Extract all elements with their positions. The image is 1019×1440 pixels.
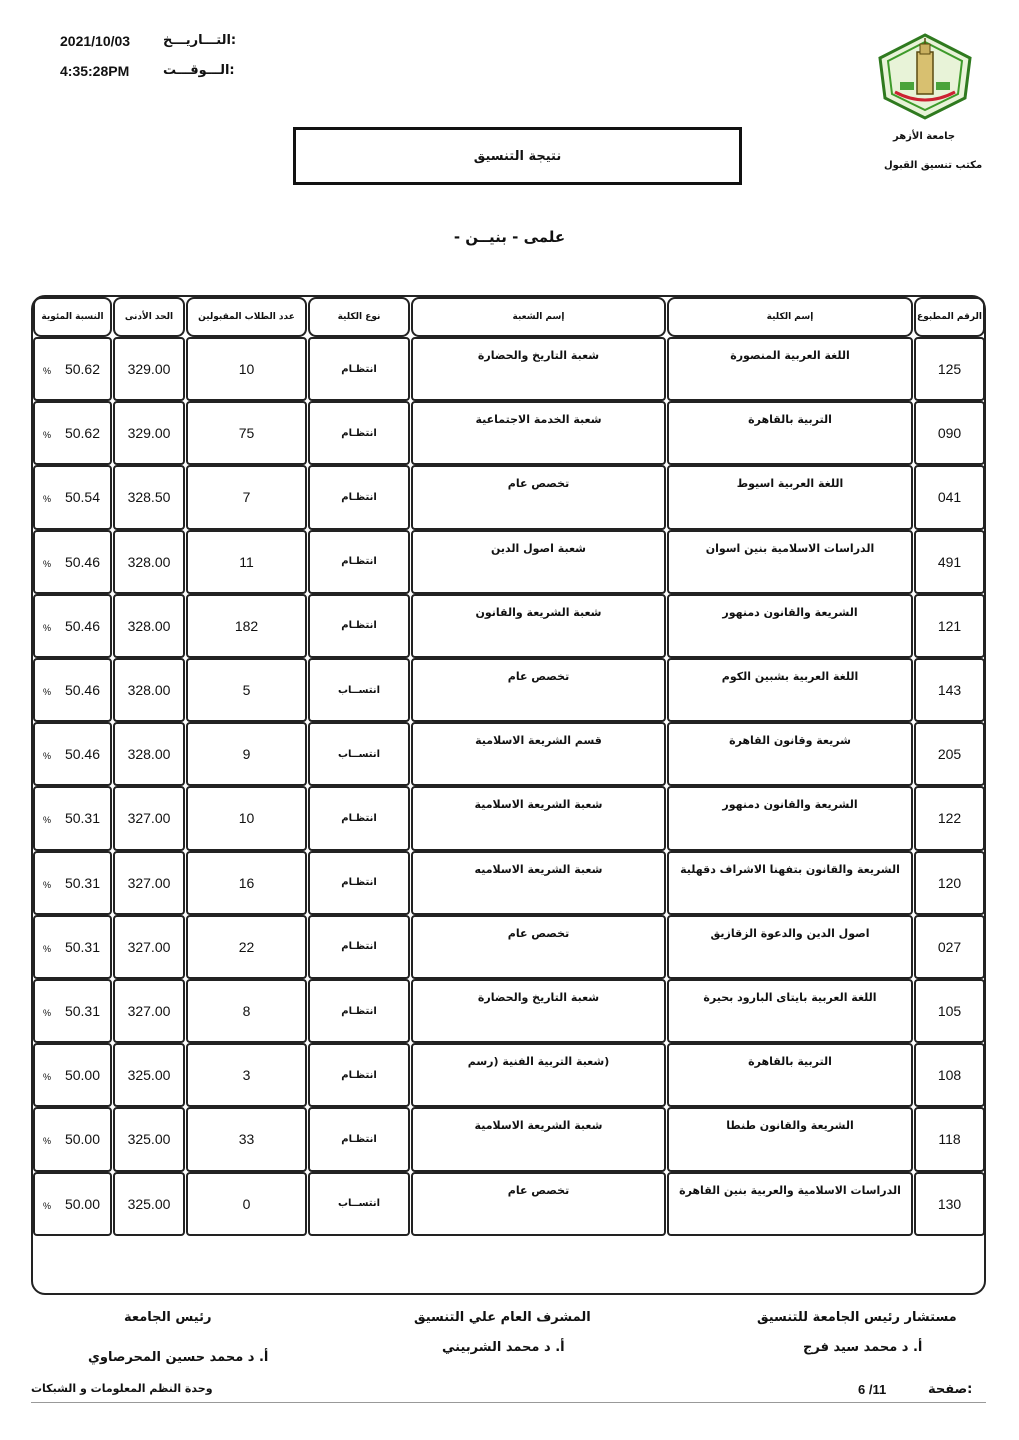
table-cell-value: 182 xyxy=(234,617,259,634)
table-cell-value: 205 xyxy=(937,746,962,763)
table-cell-value: انتظـام xyxy=(341,491,377,503)
table-header-faculty: إسم الكلية xyxy=(667,297,913,337)
table-cell-value: شعبة التاريخ والحضارة xyxy=(477,349,600,362)
table-cell-value: 50.46 xyxy=(64,682,100,699)
table-cell-division xyxy=(411,1107,666,1171)
table-cell-code xyxy=(914,786,985,850)
table-cell-value: 329.00 xyxy=(127,361,171,378)
table-header-percent: النسبة المئوية xyxy=(33,297,112,337)
table-cell-value: 130 xyxy=(937,1195,962,1212)
table-cell-faculty xyxy=(667,722,913,786)
table-cell-value: انتســاب xyxy=(337,1198,381,1210)
table-cell-value: 125 xyxy=(937,361,962,378)
table-cell-value: 491 xyxy=(937,553,962,570)
table-cell-value: 120 xyxy=(937,874,962,891)
table-cell-value: انتظـام xyxy=(341,1005,377,1017)
table-cell-value: 328.00 xyxy=(127,682,171,699)
table-cell-division xyxy=(411,594,666,658)
table-cell-percent xyxy=(33,1172,112,1236)
table-cell-value: شعبة الشريعة الاسلامية xyxy=(474,798,603,812)
table-cell-faculty xyxy=(667,658,913,722)
table-cell-value: شعبة التاريخ والحضارة xyxy=(477,991,600,1004)
table-cell-value: 22 xyxy=(238,938,255,955)
report-title: نتيجة التنسيق xyxy=(293,127,742,185)
table-cell-percent xyxy=(33,658,112,722)
table-cell-value: الشريعة والقانون طنطا xyxy=(726,1119,854,1133)
table-cell-value: اللغة العربية بايتاى البارود بحيرة xyxy=(703,991,877,1004)
table-cell-percent xyxy=(33,465,112,529)
table-cell-faculty xyxy=(667,337,913,401)
table-cell-value: شعبة اصول الدين xyxy=(491,541,586,555)
table-cell-value: 027 xyxy=(937,938,962,955)
table-cell-value: انتظـام xyxy=(341,620,377,632)
table-cell-percent xyxy=(33,1043,112,1107)
table-cell-value: شريعة وقانون القاهرة xyxy=(729,734,851,748)
table-cell-value: 328.00 xyxy=(127,553,171,570)
footer-divider xyxy=(31,1402,986,1403)
percent-sign: % xyxy=(43,943,52,954)
table-cell-value: التربية بالقاهرة xyxy=(748,413,832,427)
table-cell-value: 328.00 xyxy=(127,617,171,634)
percent-sign: % xyxy=(43,622,52,633)
table-cell-min-score xyxy=(113,915,185,979)
table-cell-type xyxy=(308,979,410,1043)
table-header-code: الرقم المطبوع xyxy=(914,297,985,337)
table-cell-code xyxy=(914,530,985,594)
table-cell-min-score xyxy=(113,1043,185,1107)
table-cell-code xyxy=(914,1107,985,1171)
table-cell-min-score xyxy=(113,1172,185,1236)
table-cell-percent xyxy=(33,1107,112,1171)
table-cell-value: 5 xyxy=(242,682,251,699)
percent-sign: % xyxy=(43,430,52,441)
table-cell-value: 041 xyxy=(937,489,962,506)
table-cell-type xyxy=(308,786,410,850)
table-cell-value: 108 xyxy=(937,1067,962,1084)
percent-sign: % xyxy=(43,558,52,569)
table-cell-value: الدراسات الاسلامية والعربية بنين القاهرة xyxy=(679,1183,901,1197)
table-cell-min-score xyxy=(113,337,185,401)
table-cell-faculty xyxy=(667,979,913,1043)
supervisor-title: المشرف العام علي التنسيق xyxy=(414,1310,591,1325)
table-cell-value: 327.00 xyxy=(127,810,171,827)
table-cell-type xyxy=(308,915,410,979)
table-cell-accepted xyxy=(186,786,307,850)
table-cell-accepted xyxy=(186,722,307,786)
table-cell-accepted xyxy=(186,530,307,594)
table-cell-code xyxy=(914,658,985,722)
table-cell-faculty xyxy=(667,465,913,529)
table-cell-code xyxy=(914,465,985,529)
table-cell-percent xyxy=(33,337,112,401)
table-cell-value: 50.31 xyxy=(64,1003,100,1020)
table-cell-value: انتظـام xyxy=(341,877,377,889)
table-cell-faculty xyxy=(667,1043,913,1107)
table-cell-type xyxy=(308,1107,410,1171)
table-cell-accepted xyxy=(186,594,307,658)
percent-sign: % xyxy=(43,687,52,698)
president-name: أ. د محمد حسين المحرصاوي xyxy=(88,1350,269,1365)
table-cell-division xyxy=(411,337,666,401)
table-cell-value: 8 xyxy=(242,1003,251,1020)
percent-sign: % xyxy=(43,1200,52,1211)
percent-sign: % xyxy=(43,879,52,890)
table-cell-type xyxy=(308,722,410,786)
supervisor-name: أ. د محمد الشربيني xyxy=(442,1340,565,1355)
table-cell-code xyxy=(914,337,985,401)
table-cell-code xyxy=(914,401,985,465)
table-cell-faculty xyxy=(667,851,913,915)
table-cell-faculty xyxy=(667,401,913,465)
table-cell-code xyxy=(914,1043,985,1107)
table-cell-value: شعبة الخدمة الاجتماعية xyxy=(475,413,602,427)
table-cell-min-score xyxy=(113,401,185,465)
report-subtitle: - علمى - بنيــن xyxy=(453,228,566,246)
table-cell-accepted xyxy=(186,465,307,529)
table-cell-faculty xyxy=(667,915,913,979)
table-cell-value: الدراسات الاسلامية بنين اسوان xyxy=(705,541,875,555)
president-title: رئيس الجامعة xyxy=(124,1310,212,1325)
table-cell-value: 50.31 xyxy=(64,810,100,827)
table-cell-faculty xyxy=(667,1107,913,1171)
table-cell-min-score xyxy=(113,594,185,658)
table-cell-percent xyxy=(33,851,112,915)
table-cell-value: 090 xyxy=(937,425,962,442)
time-row xyxy=(60,63,129,80)
table-cell-division xyxy=(411,786,666,850)
table-cell-min-score xyxy=(113,851,185,915)
table-cell-value: 10 xyxy=(238,810,255,827)
table-cell-percent xyxy=(33,979,112,1043)
table-cell-division xyxy=(411,979,666,1043)
page-number: 6 /11 xyxy=(858,1382,887,1397)
table-cell-value: تخصص عام xyxy=(507,477,570,491)
percent-sign: % xyxy=(43,366,52,377)
table-cell-min-score xyxy=(113,465,185,529)
table-cell-value: 50.00 xyxy=(64,1067,100,1084)
table-cell-value: قسم الشريعة الاسلامية xyxy=(475,734,602,748)
table-cell-value: انتظـام xyxy=(341,1069,377,1081)
advisor-name: أ. د محمد سيد فرج xyxy=(803,1340,923,1355)
date-label: التـــاريـــخ: xyxy=(163,33,237,48)
table-cell-division xyxy=(411,530,666,594)
table-header-min-score: الحد الأدنى xyxy=(113,297,185,337)
table-cell-type xyxy=(308,530,410,594)
table-header-division: إسم الشعبة xyxy=(411,297,666,337)
table-cell-value: 50.46 xyxy=(64,746,100,763)
table-cell-percent xyxy=(33,915,112,979)
table-cell-accepted xyxy=(186,1172,307,1236)
percent-sign: % xyxy=(43,815,52,826)
table-cell-value: الشريعة والقانون بتفهنا الاشراف دقهلية xyxy=(680,862,900,876)
table-cell-percent xyxy=(33,530,112,594)
table-cell-value: 121 xyxy=(937,617,962,634)
table-cell-percent xyxy=(33,594,112,658)
date-value: 2021/10/03 xyxy=(60,33,131,49)
table-cell-faculty xyxy=(667,530,913,594)
table-cell-value: 327.00 xyxy=(127,874,171,891)
table-cell-type xyxy=(308,658,410,722)
table-cell-value: 50.00 xyxy=(64,1131,100,1148)
table-cell-division xyxy=(411,1172,666,1236)
table-cell-value: (شعبة التربية الفنية (رسم xyxy=(467,1055,610,1069)
table-cell-value: 118 xyxy=(938,1131,961,1148)
table-cell-value: 143 xyxy=(937,682,962,699)
table-cell-accepted xyxy=(186,1043,307,1107)
table-cell-division xyxy=(411,722,666,786)
table-cell-value: 10 xyxy=(238,361,255,378)
table-cell-value: انتظـام xyxy=(341,363,377,375)
table-cell-value: 105 xyxy=(937,1003,962,1020)
table-cell-value: تخصص عام xyxy=(507,670,570,683)
table-cell-accepted xyxy=(186,851,307,915)
table-cell-type xyxy=(308,465,410,529)
table-cell-min-score xyxy=(113,1107,185,1171)
table-cell-code xyxy=(914,722,985,786)
table-cell-value: انتظـام xyxy=(341,812,377,824)
table-cell-value: 50.62 xyxy=(64,425,100,442)
table-cell-percent xyxy=(33,786,112,850)
percent-sign: % xyxy=(43,1008,52,1019)
percent-sign: % xyxy=(43,1072,52,1083)
table-cell-division xyxy=(411,1043,666,1107)
table-cell-value: اصول الدين والدعوة الزقازيق xyxy=(710,926,870,940)
table-cell-value: الشريعة والقانون دمنهور xyxy=(722,798,858,812)
table-cell-value: اللغة العربية اسيوط xyxy=(736,477,844,491)
table-header-type: نوع الكلية xyxy=(308,297,410,337)
table-cell-faculty xyxy=(667,786,913,850)
table-cell-value: 329.00 xyxy=(127,425,171,442)
table-cell-value: 50.31 xyxy=(64,938,100,955)
table-cell-code xyxy=(914,915,985,979)
table-cell-value: 7 xyxy=(242,489,251,506)
table-cell-value: 328.50 xyxy=(127,489,171,506)
table-cell-code xyxy=(914,851,985,915)
table-cell-value: اللغة العربية المنصورة xyxy=(730,349,850,362)
table-cell-value: اللغة العربية بشبين الكوم xyxy=(721,670,859,683)
table-cell-value: 3 xyxy=(242,1067,251,1084)
table-cell-min-score xyxy=(113,658,185,722)
table-cell-type xyxy=(308,337,410,401)
table-cell-accepted xyxy=(186,979,307,1043)
table-cell-value: انتظـام xyxy=(341,941,377,953)
table-cell-value: انتظـام xyxy=(341,1133,377,1145)
table-cell-division xyxy=(411,465,666,529)
table-cell-min-score xyxy=(113,530,185,594)
table-cell-value: 50.46 xyxy=(64,617,100,634)
table-cell-division xyxy=(411,658,666,722)
table-cell-accepted xyxy=(186,658,307,722)
table-cell-value: انتســاب xyxy=(337,748,381,760)
table-cell-value: 75 xyxy=(238,425,255,442)
table-cell-value: تخصص عام xyxy=(507,1183,570,1197)
table-cell-value: 327.00 xyxy=(127,1003,171,1020)
table-cell-value: تخصص عام xyxy=(507,926,570,940)
table-cell-division xyxy=(411,915,666,979)
percent-sign: % xyxy=(43,1136,52,1147)
table-cell-accepted xyxy=(186,915,307,979)
table-cell-value: 50.62 xyxy=(64,361,100,378)
table-cell-value: 50.46 xyxy=(64,553,100,570)
table-cell-value: 9 xyxy=(242,746,251,763)
table-cell-min-score xyxy=(113,722,185,786)
table-cell-min-score xyxy=(113,786,185,850)
table-header-accepted: عدد الطلاب المقبولين xyxy=(186,297,307,337)
table-cell-value: 16 xyxy=(238,874,255,891)
al-azhar-university-seal-icon xyxy=(870,30,980,120)
table-cell-value: انتظـام xyxy=(341,427,377,439)
table-cell-value: 325.00 xyxy=(127,1131,171,1148)
table-cell-value: شعبة الشريعة الاسلاميه xyxy=(474,862,603,876)
table-cell-value: 50.54 xyxy=(64,489,100,506)
table-cell-accepted xyxy=(186,1107,307,1171)
percent-sign: % xyxy=(43,751,52,762)
table-cell-value: 50.00 xyxy=(64,1195,100,1212)
percent-sign: % xyxy=(43,494,52,505)
office-name: مكتب تنسيق القبول xyxy=(884,160,983,171)
table-cell-type xyxy=(308,1172,410,1236)
table-cell-value: انتســاب xyxy=(337,684,381,696)
date-row xyxy=(60,33,130,50)
table-cell-value: شعبة الشريعة الاسلامية xyxy=(474,1119,603,1133)
table-cell-value: 50.31 xyxy=(64,874,100,891)
time-value: 4:35:28PM xyxy=(60,63,130,79)
table-cell-value: 11 xyxy=(239,553,254,570)
table-cell-value: 33 xyxy=(238,1131,255,1148)
table-cell-value: التربية بالقاهرة xyxy=(748,1055,832,1069)
table-cell-code xyxy=(914,979,985,1043)
table-cell-min-score xyxy=(113,979,185,1043)
table-cell-value: الشريعة والقانون دمنهور xyxy=(722,605,858,619)
table-cell-value: 328.00 xyxy=(127,746,171,763)
unit-name: وحدة النظم المعلومات و الشبكات xyxy=(31,1382,213,1395)
table-cell-value: 0 xyxy=(242,1195,251,1212)
table-cell-value: 327.00 xyxy=(127,938,171,955)
table-cell-code xyxy=(914,594,985,658)
table-cell-percent xyxy=(33,722,112,786)
table-cell-faculty xyxy=(667,594,913,658)
table-cell-type xyxy=(308,1043,410,1107)
table-cell-percent xyxy=(33,401,112,465)
table-cell-code xyxy=(914,1172,985,1236)
table-cell-type xyxy=(308,401,410,465)
table-cell-value: 325.00 xyxy=(127,1067,171,1084)
table-cell-type xyxy=(308,851,410,915)
org-name: جامعة الأزهر xyxy=(893,131,956,142)
table-cell-division xyxy=(411,401,666,465)
table-cell-faculty xyxy=(667,1172,913,1236)
table-cell-value: شعبة الشريعة والقانون xyxy=(475,605,602,619)
table-cell-division xyxy=(411,851,666,915)
table-cell-accepted xyxy=(186,337,307,401)
table-cell-type xyxy=(308,594,410,658)
table-cell-value: 122 xyxy=(937,810,962,827)
advisor-title: مستشار رئيس الجامعة للتنسيق xyxy=(757,1310,957,1325)
page-label: صفحة: xyxy=(928,1382,973,1397)
time-label: الـــوقـــت: xyxy=(163,63,235,78)
table-cell-value: انتظـام xyxy=(341,556,377,568)
table-cell-value: 325.00 xyxy=(127,1195,171,1212)
table-cell-accepted xyxy=(186,401,307,465)
